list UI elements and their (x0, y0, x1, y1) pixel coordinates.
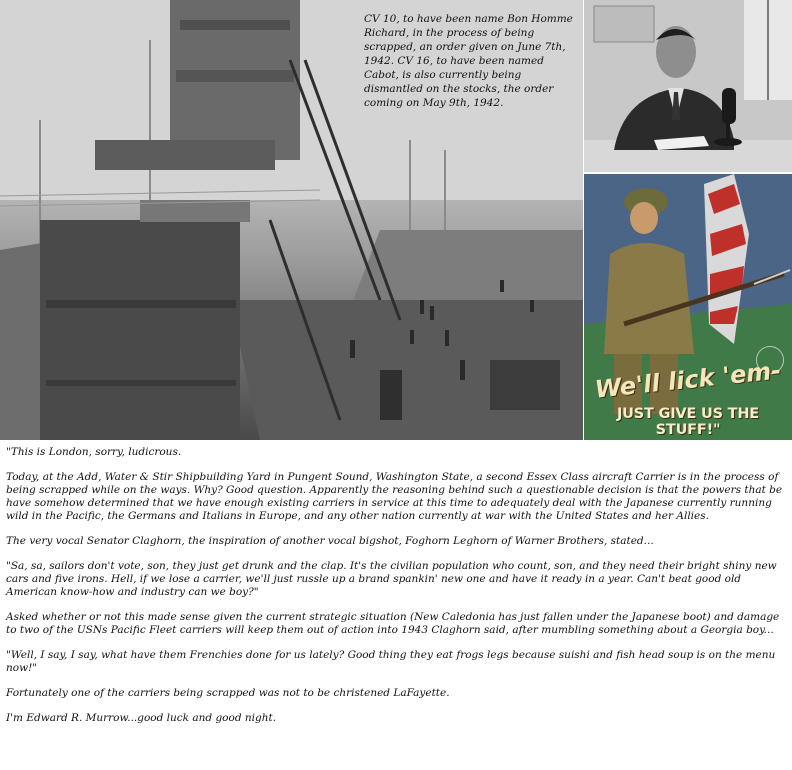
photo-caption: CV 10, to have been name Bon Homme Richard, in the process of being scrapped, an order given on June 7th, 1942. CV 16, to have been named Cabot, is also currently being dismantled on the stocks, the order coming on May 9th, 1942. (364, 13, 573, 109)
article-signoff: I'm Edward R. Murrow...good luck and good night. (6, 712, 277, 724)
article-paragraph: Asked whether or not this made sense given the current strategic situation (New Caledonia has just fallen under the Japanese boot) and damage to two of the USNs Pacific Fleet carriers will keep them out of action into 1943 Claghorn said, after mumbling something about a Georgia boy... (6, 611, 780, 636)
poster-slogan-line2: JUST GIVE US THE STUFF!" (616, 406, 760, 438)
article-paragraph: The very vocal Senator Claghorn, the inspiration of another vocal bigshot, Foghorn Leghorn of Warner Brothers, stated... (6, 535, 654, 547)
poster-slogan-line1: We'll lick 'em- (593, 356, 783, 404)
article-paragraph: Today, at the Add, Water & Stir Shipbuilding Yard in Pungent Sound, Washington State, a second Essex Class aircraft Carrier is in the process of being scrapped while on the ways. Why? Good question. Apparently the reasoning behind such a questionable decision is that the powers that be have somehow determined that we have enough existing carriers in service at this time to adequately deal with the Japanese currently running wild in the Pacific, the Germans and Italians in Europe, and any other nation currently at war with the United States and her Allies. (6, 471, 783, 522)
article-paragraph: Fortunately one of the carriers being scrapped was not to be christened LaFayette. (6, 687, 450, 699)
war-poster (584, 174, 792, 440)
article-paragraph: "Sa, sa, sailors don't vote, son, they just get drunk and the clap. It's the civilian population who count, son, and they need their bright shiny new cars and five irons. Hell, if we lose a carrier, we'll just russle up a brand spankin' new one and have it ready in a year. Can't beat good old American know-how and industry can we boy?" (6, 560, 777, 598)
murrow-photo (584, 0, 792, 172)
murrow-photo-art (584, 0, 792, 172)
article-paragraph: "Well, I say, I say, what have them Frenchies done for us lately? Good thing they eat frogs legs because suishi and fish head soup is on the menu now!" (6, 649, 776, 674)
article-paragraph: "This is London, sorry, ludicrous. (6, 446, 182, 458)
article-body (6, 446, 786, 737)
